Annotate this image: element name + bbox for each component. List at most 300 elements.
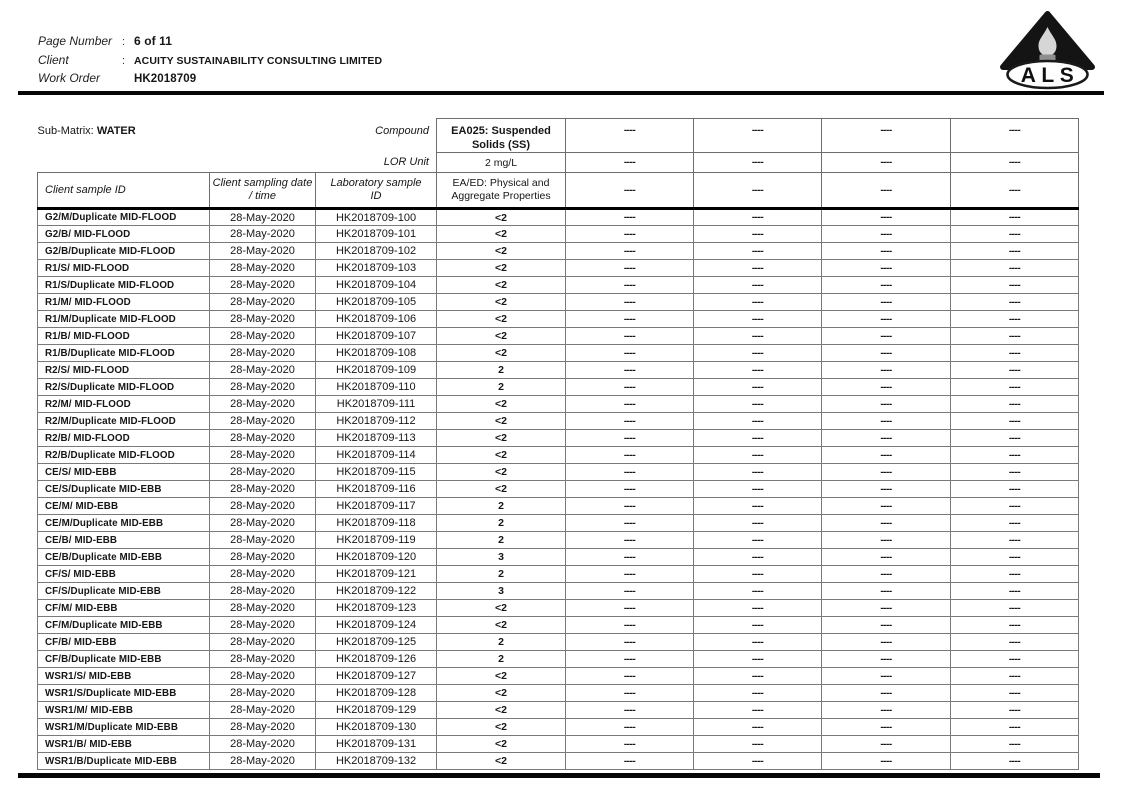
client-sample-id-cell: R1/M/ MID-FLOOD xyxy=(38,294,210,311)
empty-result-cell: ---- xyxy=(694,209,822,226)
result-cell: <2 xyxy=(437,226,566,243)
sampling-date-header-line1: Client sampling date xyxy=(212,177,313,189)
empty-result-cell: ---- xyxy=(822,379,951,396)
method-group-header-line2: Aggregate Properties xyxy=(451,190,551,202)
empty-result-cell: ---- xyxy=(694,430,822,447)
sampling-date-cell: 28-May-2020 xyxy=(210,345,316,362)
table-row xyxy=(38,328,1079,345)
empty-result-cell: ---- xyxy=(566,549,694,566)
empty-column-header: ---- xyxy=(822,173,951,209)
empty-result-cell: ---- xyxy=(566,736,694,753)
client-sample-id-cell: R1/S/ MID-FLOOD xyxy=(38,260,210,277)
table-row xyxy=(38,634,1079,651)
client-sample-id-cell: CF/B/Duplicate MID-EBB xyxy=(38,651,210,668)
empty-result-cell: ---- xyxy=(566,447,694,464)
empty-result-cell: ---- xyxy=(694,668,822,685)
empty-result-cell: ---- xyxy=(822,685,951,702)
empty-result-cell: ---- xyxy=(822,736,951,753)
empty-result-cell: ---- xyxy=(694,464,822,481)
client-sample-id-cell: WSR1/B/Duplicate MID-EBB xyxy=(38,753,210,770)
empty-result-cell: ---- xyxy=(694,294,822,311)
sampling-date-cell: 28-May-2020 xyxy=(210,702,316,719)
client-sample-id-cell: R2/S/Duplicate MID-FLOOD xyxy=(38,379,210,396)
client-sample-id-cell: CF/S/Duplicate MID-EBB xyxy=(38,583,210,600)
lab-sample-id-cell: HK2018709-108 xyxy=(316,345,437,362)
client-sample-id-cell: G2/M/Duplicate MID-FLOOD xyxy=(38,209,210,226)
empty-lor-cell: ---- xyxy=(566,153,694,173)
empty-result-cell: ---- xyxy=(566,566,694,583)
empty-column-header: ---- xyxy=(951,173,1079,209)
client-sample-id-cell: CE/M/ MID-EBB xyxy=(38,498,210,515)
sampling-date-cell: 28-May-2020 xyxy=(210,447,316,464)
empty-result-cell: ---- xyxy=(566,396,694,413)
empty-result-cell: ---- xyxy=(566,498,694,515)
empty-result-cell: ---- xyxy=(822,634,951,651)
empty-result-cell: ---- xyxy=(694,736,822,753)
sampling-date-cell: 28-May-2020 xyxy=(210,379,316,396)
analyte-lor-unit-cell: 2 mg/L xyxy=(437,153,566,173)
empty-result-cell: ---- xyxy=(694,481,822,498)
empty-result-cell: ---- xyxy=(951,498,1079,515)
empty-result-cell: ---- xyxy=(822,311,951,328)
empty-result-cell: ---- xyxy=(951,464,1079,481)
result-cell: <2 xyxy=(437,736,566,753)
empty-result-cell: ---- xyxy=(694,685,822,702)
sampling-date-cell: 28-May-2020 xyxy=(210,600,316,617)
als-logo-graphic xyxy=(995,10,1100,92)
results-table-header xyxy=(38,119,1079,209)
lab-sample-id-cell: HK2018709-109 xyxy=(316,362,437,379)
work-order-label: Work Order xyxy=(38,71,101,85)
table-row xyxy=(38,243,1079,260)
empty-result-cell: ---- xyxy=(566,243,694,260)
sampling-date-cell: 28-May-2020 xyxy=(210,243,316,260)
client-sample-id-cell: CF/M/Duplicate MID-EBB xyxy=(38,617,210,634)
empty-result-cell: ---- xyxy=(951,515,1079,532)
method-group-header-line1: EA/ED: Physical and xyxy=(452,177,550,189)
table-row xyxy=(38,396,1079,413)
result-cell: 2 xyxy=(437,532,566,549)
empty-result-cell: ---- xyxy=(951,362,1079,379)
result-cell: <2 xyxy=(437,396,566,413)
sampling-date-cell: 28-May-2020 xyxy=(210,668,316,685)
empty-result-cell: ---- xyxy=(951,753,1079,770)
sampling-date-cell: 28-May-2020 xyxy=(210,549,316,566)
table-row xyxy=(38,736,1079,753)
empty-result-cell: ---- xyxy=(694,702,822,719)
table-row xyxy=(38,617,1079,634)
empty-result-cell: ---- xyxy=(694,447,822,464)
result-cell: <2 xyxy=(437,668,566,685)
method-group-header xyxy=(437,173,566,209)
result-cell: <2 xyxy=(437,209,566,226)
client-sample-id-cell: WSR1/S/Duplicate MID-EBB xyxy=(38,685,210,702)
sampling-date-cell: 28-May-2020 xyxy=(210,226,316,243)
empty-result-cell: ---- xyxy=(694,719,822,736)
sampling-date-cell: 28-May-2020 xyxy=(210,515,316,532)
analyte-name-line2: Solids (SS) xyxy=(471,138,531,151)
lab-sample-id-cell: HK2018709-126 xyxy=(316,651,437,668)
empty-column-header: ---- xyxy=(566,173,694,209)
lab-sample-id-header xyxy=(316,173,437,209)
lab-sample-id-cell: HK2018709-101 xyxy=(316,226,437,243)
empty-result-cell: ---- xyxy=(566,277,694,294)
lab-sample-id-cell: HK2018709-131 xyxy=(316,736,437,753)
sampling-date-cell: 28-May-2020 xyxy=(210,260,316,277)
empty-result-cell: ---- xyxy=(822,345,951,362)
result-cell: <2 xyxy=(437,294,566,311)
client-sample-id-cell: R1/B/ MID-FLOOD xyxy=(38,328,210,345)
empty-result-cell: ---- xyxy=(694,379,822,396)
empty-result-cell: ---- xyxy=(566,209,694,226)
empty-result-cell: ---- xyxy=(822,328,951,345)
empty-result-cell: ---- xyxy=(951,447,1079,464)
empty-result-cell: ---- xyxy=(951,736,1079,753)
table-row xyxy=(38,481,1079,498)
empty-result-cell: ---- xyxy=(951,345,1079,362)
lab-sample-id-cell: HK2018709-123 xyxy=(316,600,437,617)
empty-result-cell: ---- xyxy=(566,413,694,430)
result-cell: <2 xyxy=(437,481,566,498)
sampling-date-cell: 28-May-2020 xyxy=(210,498,316,515)
empty-result-cell: ---- xyxy=(822,277,951,294)
empty-result-cell: ---- xyxy=(951,209,1079,226)
table-row xyxy=(38,685,1079,702)
result-cell: <2 xyxy=(437,685,566,702)
empty-result-cell: ---- xyxy=(951,600,1079,617)
client-sample-id-cell: CF/B/ MID-EBB xyxy=(38,634,210,651)
empty-result-cell: ---- xyxy=(951,260,1079,277)
empty-result-cell: ---- xyxy=(822,243,951,260)
sampling-date-cell: 28-May-2020 xyxy=(210,685,316,702)
lab-sample-id-cell: HK2018709-106 xyxy=(316,311,437,328)
sampling-date-cell: 28-May-2020 xyxy=(210,430,316,447)
empty-lor-cell: ---- xyxy=(951,153,1079,173)
lab-sample-id-cell: HK2018709-104 xyxy=(316,277,437,294)
result-cell: <2 xyxy=(437,702,566,719)
empty-result-cell: ---- xyxy=(951,294,1079,311)
sampling-date-cell: 28-May-2020 xyxy=(210,413,316,430)
table-row xyxy=(38,362,1079,379)
page-number-label: Page Number xyxy=(38,34,113,48)
result-cell: <2 xyxy=(437,600,566,617)
empty-result-cell: ---- xyxy=(566,464,694,481)
client-separator: : xyxy=(122,54,126,67)
client-sample-id-cell: R2/M/Duplicate MID-FLOOD xyxy=(38,413,210,430)
empty-result-cell: ---- xyxy=(566,379,694,396)
empty-result-cell: ---- xyxy=(822,719,951,736)
sampling-date-cell: 28-May-2020 xyxy=(210,532,316,549)
lab-sample-id-cell: HK2018709-117 xyxy=(316,498,437,515)
empty-column-header: ---- xyxy=(694,173,822,209)
result-cell: 2 xyxy=(437,634,566,651)
result-cell: <2 xyxy=(437,464,566,481)
result-cell: 3 xyxy=(437,583,566,600)
empty-result-cell: ---- xyxy=(951,566,1079,583)
table-row xyxy=(38,532,1079,549)
table-row xyxy=(38,668,1079,685)
empty-result-cell: ---- xyxy=(951,532,1079,549)
empty-result-cell: ---- xyxy=(822,430,951,447)
lab-sample-id-cell: HK2018709-100 xyxy=(316,209,437,226)
empty-result-cell: ---- xyxy=(951,328,1079,345)
sampling-date-cell: 28-May-2020 xyxy=(210,736,316,753)
sampling-date-cell: 28-May-2020 xyxy=(210,464,316,481)
empty-result-cell: ---- xyxy=(566,226,694,243)
empty-result-cell: ---- xyxy=(566,294,694,311)
table-row xyxy=(38,651,1079,668)
empty-result-cell: ---- xyxy=(566,515,694,532)
empty-result-cell: ---- xyxy=(694,583,822,600)
result-cell: <2 xyxy=(437,328,566,345)
table-row xyxy=(38,583,1079,600)
sampling-date-cell: 28-May-2020 xyxy=(210,583,316,600)
lab-sample-id-cell: HK2018709-102 xyxy=(316,243,437,260)
client-sample-id-cell: CE/B/Duplicate MID-EBB xyxy=(38,549,210,566)
empty-result-cell: ---- xyxy=(694,243,822,260)
empty-result-cell: ---- xyxy=(822,481,951,498)
client-sample-id-cell: R1/M/Duplicate MID-FLOOD xyxy=(38,311,210,328)
empty-result-cell: ---- xyxy=(566,685,694,702)
empty-result-cell: ---- xyxy=(951,668,1079,685)
result-cell: 2 xyxy=(437,379,566,396)
empty-result-cell: ---- xyxy=(694,413,822,430)
client-sample-id-cell: CE/S/Duplicate MID-EBB xyxy=(38,481,210,498)
lab-sample-id-cell: HK2018709-132 xyxy=(316,753,437,770)
empty-result-cell: ---- xyxy=(566,583,694,600)
lab-sample-id-cell: HK2018709-107 xyxy=(316,328,437,345)
empty-result-cell: ---- xyxy=(822,600,951,617)
empty-result-cell: ---- xyxy=(694,753,822,770)
table-row xyxy=(38,464,1079,481)
empty-result-cell: ---- xyxy=(822,566,951,583)
lab-sample-id-cell: HK2018709-115 xyxy=(316,464,437,481)
lab-sample-id-cell: HK2018709-119 xyxy=(316,532,437,549)
result-cell: 2 xyxy=(437,651,566,668)
empty-result-cell: ---- xyxy=(822,447,951,464)
lor-unit-spacer-cell xyxy=(38,153,316,173)
lor-unit-label-cell: LOR Unit xyxy=(383,156,429,169)
empty-result-cell: ---- xyxy=(951,379,1079,396)
empty-result-cell: ---- xyxy=(951,430,1079,447)
empty-result-cell: ---- xyxy=(694,328,822,345)
analyte-name-line1: EA025: Suspended xyxy=(451,125,551,137)
table-row xyxy=(38,549,1079,566)
lab-sample-id-cell: HK2018709-113 xyxy=(316,430,437,447)
lab-sample-id-cell: HK2018709-122 xyxy=(316,583,437,600)
compound-header-row xyxy=(38,119,1079,153)
lab-sample-id-cell: HK2018709-112 xyxy=(316,413,437,430)
empty-result-cell: ---- xyxy=(694,549,822,566)
empty-result-cell: ---- xyxy=(951,702,1079,719)
client-sample-id-cell: WSR1/B/ MID-EBB xyxy=(38,736,210,753)
lab-sample-id-cell: HK2018709-118 xyxy=(316,515,437,532)
sampling-date-cell: 28-May-2020 xyxy=(210,719,316,736)
sub-matrix-label: Sub-Matrix: xyxy=(37,124,94,137)
client-sample-id-cell: G2/B/Duplicate MID-FLOOD xyxy=(38,243,210,260)
result-cell: <2 xyxy=(437,260,566,277)
lab-sample-id-cell: HK2018709-110 xyxy=(316,379,437,396)
lab-sample-id-cell: HK2018709-114 xyxy=(316,447,437,464)
empty-result-cell: ---- xyxy=(822,651,951,668)
als-logo xyxy=(995,10,1100,92)
lab-sample-id-header-line2: ID xyxy=(370,190,382,202)
empty-result-cell: ---- xyxy=(566,430,694,447)
empty-result-cell: ---- xyxy=(694,566,822,583)
sampling-date-header-line2: / time xyxy=(249,190,276,202)
client-value: ACUITY SUSTAINABILITY CONSULTING LIMITED xyxy=(134,54,383,67)
empty-result-cell: ---- xyxy=(694,311,822,328)
sampling-date-cell: 28-May-2020 xyxy=(210,617,316,634)
empty-result-cell: ---- xyxy=(822,260,951,277)
sampling-date-cell: 28-May-2020 xyxy=(210,396,316,413)
result-cell: <2 xyxy=(437,311,566,328)
empty-result-cell: ---- xyxy=(566,532,694,549)
page-number-row xyxy=(38,33,382,52)
table-row xyxy=(38,277,1079,294)
client-sample-id-header: Client sample ID xyxy=(38,173,210,209)
sampling-date-cell: 28-May-2020 xyxy=(210,753,316,770)
empty-result-cell: ---- xyxy=(951,311,1079,328)
empty-result-cell: ---- xyxy=(694,634,822,651)
client-sample-id-cell: CE/S/ MID-EBB xyxy=(38,464,210,481)
results-table xyxy=(37,118,1079,770)
empty-result-cell: ---- xyxy=(566,345,694,362)
empty-result-cell: ---- xyxy=(566,600,694,617)
table-row xyxy=(38,379,1079,396)
empty-result-cell: ---- xyxy=(822,413,951,430)
logo-text: ALS xyxy=(1020,64,1080,87)
lab-sample-id-header-line1: Laboratory sample xyxy=(330,177,422,189)
empty-result-cell: ---- xyxy=(822,498,951,515)
client-sample-id-cell: R1/S/Duplicate MID-FLOOD xyxy=(38,277,210,294)
empty-result-cell: ---- xyxy=(566,481,694,498)
sub-matrix-cell xyxy=(38,119,316,153)
footer-divider-rule xyxy=(18,773,1100,778)
empty-result-cell: ---- xyxy=(694,617,822,634)
sampling-date-cell: 28-May-2020 xyxy=(210,277,316,294)
lab-sample-id-cell: HK2018709-124 xyxy=(316,617,437,634)
client-sample-id-cell: WSR1/S/ MID-EBB xyxy=(38,668,210,685)
empty-result-cell: ---- xyxy=(694,226,822,243)
empty-result-cell: ---- xyxy=(822,617,951,634)
result-cell: <2 xyxy=(437,413,566,430)
empty-result-cell: ---- xyxy=(566,651,694,668)
table-row xyxy=(38,311,1079,328)
table-row xyxy=(38,498,1079,515)
result-cell: <2 xyxy=(437,243,566,260)
empty-result-cell: ---- xyxy=(566,719,694,736)
lab-sample-id-cell: HK2018709-125 xyxy=(316,634,437,651)
client-sample-id-cell: R1/B/Duplicate MID-FLOOD xyxy=(38,345,210,362)
empty-result-cell: ---- xyxy=(566,260,694,277)
sampling-date-cell: 28-May-2020 xyxy=(210,566,316,583)
empty-result-cell: ---- xyxy=(566,753,694,770)
empty-lor-cell: ---- xyxy=(694,153,822,173)
empty-result-cell: ---- xyxy=(694,600,822,617)
table-row xyxy=(38,345,1079,362)
empty-result-cell: ---- xyxy=(951,651,1079,668)
compound-label-cell: Compound xyxy=(375,124,429,137)
empty-result-cell: ---- xyxy=(566,328,694,345)
table-row xyxy=(38,753,1079,770)
empty-result-cell: ---- xyxy=(822,583,951,600)
result-cell: <2 xyxy=(437,617,566,634)
empty-result-cell: ---- xyxy=(822,532,951,549)
table-row xyxy=(38,702,1079,719)
empty-compound-cell: ---- xyxy=(566,119,694,153)
lab-sample-id-cell: HK2018709-103 xyxy=(316,260,437,277)
empty-result-cell: ---- xyxy=(694,260,822,277)
table-row xyxy=(38,294,1079,311)
result-cell: <2 xyxy=(437,277,566,294)
lab-sample-id-cell: HK2018709-129 xyxy=(316,702,437,719)
client-sample-id-cell: R2/M/ MID-FLOOD xyxy=(38,396,210,413)
empty-result-cell: ---- xyxy=(694,515,822,532)
empty-result-cell: ---- xyxy=(822,753,951,770)
client-sample-id-cell: WSR1/M/Duplicate MID-EBB xyxy=(38,719,210,736)
table-row xyxy=(38,430,1079,447)
empty-result-cell: ---- xyxy=(694,362,822,379)
lab-sample-id-cell: HK2018709-105 xyxy=(316,294,437,311)
empty-result-cell: ---- xyxy=(822,396,951,413)
page-number-separator: : xyxy=(122,36,126,48)
analyte-name-cell xyxy=(437,119,566,153)
empty-result-cell: ---- xyxy=(822,515,951,532)
table-row xyxy=(38,413,1079,430)
empty-result-cell: ---- xyxy=(951,634,1079,651)
empty-result-cell: ---- xyxy=(951,685,1079,702)
empty-result-cell: ---- xyxy=(566,634,694,651)
table-row xyxy=(38,226,1079,243)
lab-sample-id-cell: HK2018709-111 xyxy=(316,396,437,413)
sampling-date-cell: 28-May-2020 xyxy=(210,362,316,379)
client-row xyxy=(38,52,382,71)
sampling-date-cell: 28-May-2020 xyxy=(210,651,316,668)
result-cell: 2 xyxy=(437,515,566,532)
result-cell: 2 xyxy=(437,498,566,515)
empty-compound-cell: ---- xyxy=(951,119,1079,153)
client-sample-id-cell: WSR1/M/ MID-EBB xyxy=(38,702,210,719)
result-cell: <2 xyxy=(437,430,566,447)
empty-result-cell: ---- xyxy=(694,396,822,413)
table-row xyxy=(38,260,1079,277)
sub-matrix-value: WATER xyxy=(96,124,136,137)
sampling-date-cell: 28-May-2020 xyxy=(210,209,316,226)
empty-result-cell: ---- xyxy=(951,277,1079,294)
lab-sample-id-cell: HK2018709-121 xyxy=(316,566,437,583)
empty-result-cell: ---- xyxy=(822,464,951,481)
sampling-date-cell: 28-May-2020 xyxy=(210,294,316,311)
empty-result-cell: ---- xyxy=(822,668,951,685)
empty-result-cell: ---- xyxy=(822,226,951,243)
client-sample-id-cell: CF/M/ MID-EBB xyxy=(38,600,210,617)
table-row xyxy=(38,447,1079,464)
results-table-body xyxy=(38,209,1079,770)
empty-result-cell: ---- xyxy=(694,345,822,362)
table-row xyxy=(38,209,1079,226)
lab-sample-id-cell: HK2018709-128 xyxy=(316,685,437,702)
sampling-date-header xyxy=(210,173,316,209)
empty-result-cell: ---- xyxy=(694,277,822,294)
client-label: Client xyxy=(38,52,69,67)
column-header-row xyxy=(38,173,1079,209)
empty-result-cell: ---- xyxy=(566,311,694,328)
empty-result-cell: ---- xyxy=(951,243,1079,260)
empty-result-cell: ---- xyxy=(566,668,694,685)
lor-unit-header-row xyxy=(38,153,1079,173)
empty-result-cell: ---- xyxy=(694,651,822,668)
